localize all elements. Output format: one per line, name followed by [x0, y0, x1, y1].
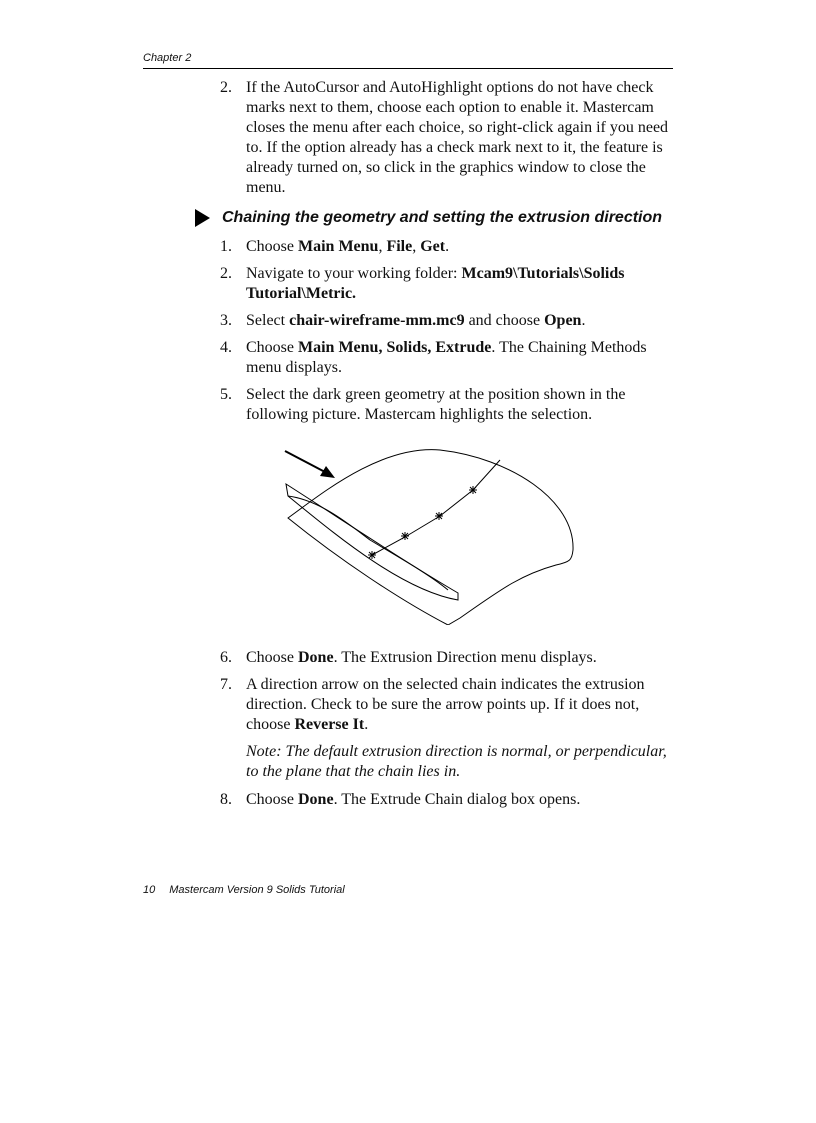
- selected-chain: [286, 484, 458, 600]
- list-item: [220, 78, 680, 198]
- section-heading: [195, 207, 695, 231]
- list-item: [220, 675, 680, 782]
- list-item: [220, 790, 680, 810]
- list-item: [220, 385, 680, 425]
- step-number: 3.: [220, 312, 232, 329]
- step-text: Choose Done. The Extrusion Direction menu displays.: [246, 649, 597, 666]
- asterisk-icon: [469, 486, 477, 494]
- footer-title: Mastercam Version 9 Solids Tutorial: [169, 884, 345, 896]
- list-item: [220, 264, 680, 304]
- note-text: Note: The default extrusion direction is normal, or perpendicular, to the plane that the chain lies in.: [246, 743, 667, 780]
- list-item: [220, 338, 680, 378]
- step-text: Choose Main Menu, File, Get.: [246, 238, 450, 255]
- asterisk-icon: [435, 512, 443, 520]
- chair-wireframe-figure: [280, 440, 580, 625]
- step-number: 5.: [220, 386, 232, 403]
- list-item: [220, 648, 680, 668]
- page-footer: [143, 884, 345, 896]
- page-header: [143, 52, 673, 69]
- asterisk-icon: [401, 532, 409, 540]
- side-rail-inner: [288, 496, 448, 590]
- step-text: Select the dark green geometry at the position shown in the following picture. Mastercam highlights the selection.: [246, 386, 626, 423]
- step-number: 2.: [220, 265, 232, 282]
- list-item: [220, 311, 680, 331]
- arrow-icon: [285, 451, 335, 478]
- step-text: Choose Main Menu, Solids, Extrude. The Chaining Methods menu displays.: [246, 339, 647, 376]
- section-title: Chaining the geometry and setting the extrusion direction: [222, 209, 663, 226]
- triangle-right-icon: [195, 209, 210, 227]
- step-number: 7.: [220, 676, 232, 693]
- step-number: 1.: [220, 238, 232, 255]
- centerline: [372, 460, 500, 555]
- step-text: If the AutoCursor and AutoHighlight options do not have check marks next to them, choose each option to enable it. Mastercam closes the menu after each choice, so right-click again if you need to. If the option already has a check mark next to it, the feature is already turned on, so click in the graphics window to close the menu.: [246, 79, 669, 196]
- asterisk-icon: [368, 551, 376, 559]
- list-item: [220, 237, 680, 257]
- step-number: 4.: [220, 339, 232, 356]
- step-text: Navigate to your working folder: Mcam9\Tutorials\Solids Tutorial\Metric.: [246, 265, 625, 302]
- chapter-label: Chapter 2: [143, 52, 192, 64]
- page-number: 10: [143, 884, 156, 896]
- step-text: Choose Done. The Extrude Chain dialog box opens.: [246, 791, 581, 808]
- step-number: 6.: [220, 649, 232, 666]
- step-number: 8.: [220, 791, 232, 808]
- step-number: 2.: [220, 79, 232, 96]
- step-text: Select chair-wireframe-mm.mc9 and choose Open.: [246, 312, 586, 329]
- step-text: A direction arrow on the selected chain indicates the extrusion direction. Check to be sure the arrow points up. If it does not, choose Reverse It.: [246, 676, 645, 733]
